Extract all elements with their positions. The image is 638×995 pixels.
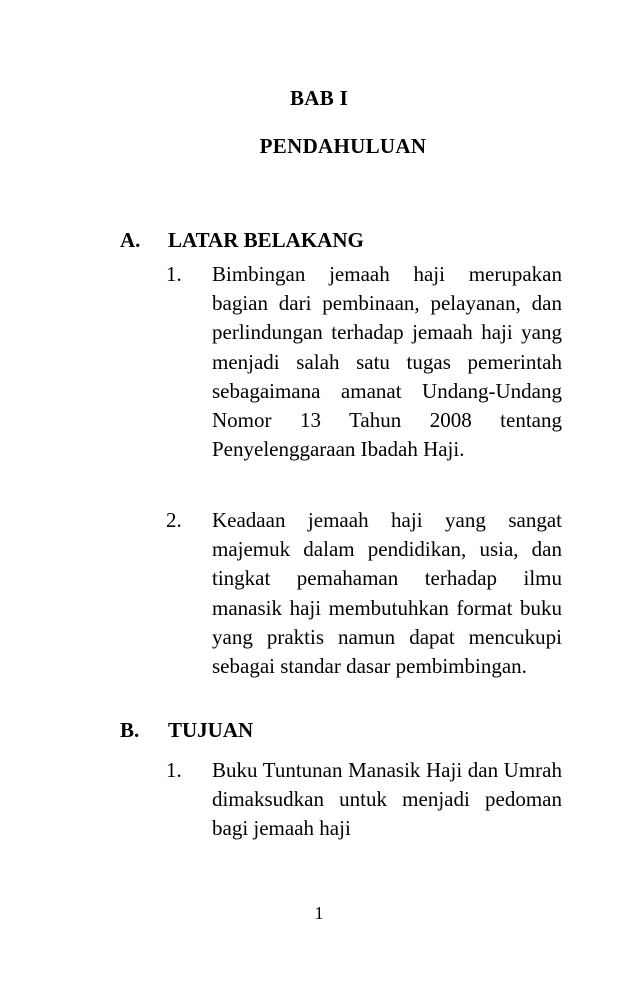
chapter-number: BAB I <box>289 86 349 110</box>
list-item-text: Bimbingan jemaah haji merupakan bagian dari pembinaan, pelayanan, dan perlindungan terhadap jemaah haji yang menjadi salah satu tugas pemerintah sebagaimana amanat Undang-Undang Nomor 13 Tahun 2008 tentang Penyelenggaraan Ibadah Haji. <box>212 262 562 462</box>
list-item-number: 1. <box>166 758 182 782</box>
section-title: TUJUAN <box>168 718 254 742</box>
list-item-number: 2. <box>166 508 182 532</box>
page-number: 1 <box>314 903 324 923</box>
section-letter: B. <box>120 718 140 742</box>
list-item-text: Keadaan jemaah haji yang sangat majemuk dalam pendidikan, usia, dan tingkat pemahaman terhadap ilmu manasik haji membutuhkan format buku yang praktis namun dapat mencukupi sebagai standar dasar pembimbingan. <box>212 508 562 679</box>
section-letter: A. <box>120 228 141 252</box>
list-item-number: 1. <box>166 262 182 286</box>
section-title: LATAR BELAKANG <box>168 228 364 252</box>
list-item-text: Buku Tuntunan Manasik Haji dan Umrah dimaksudkan untuk menjadi pedoman bagi jemaah haji <box>212 758 562 841</box>
chapter-title: PENDAHULUAN <box>259 134 427 158</box>
